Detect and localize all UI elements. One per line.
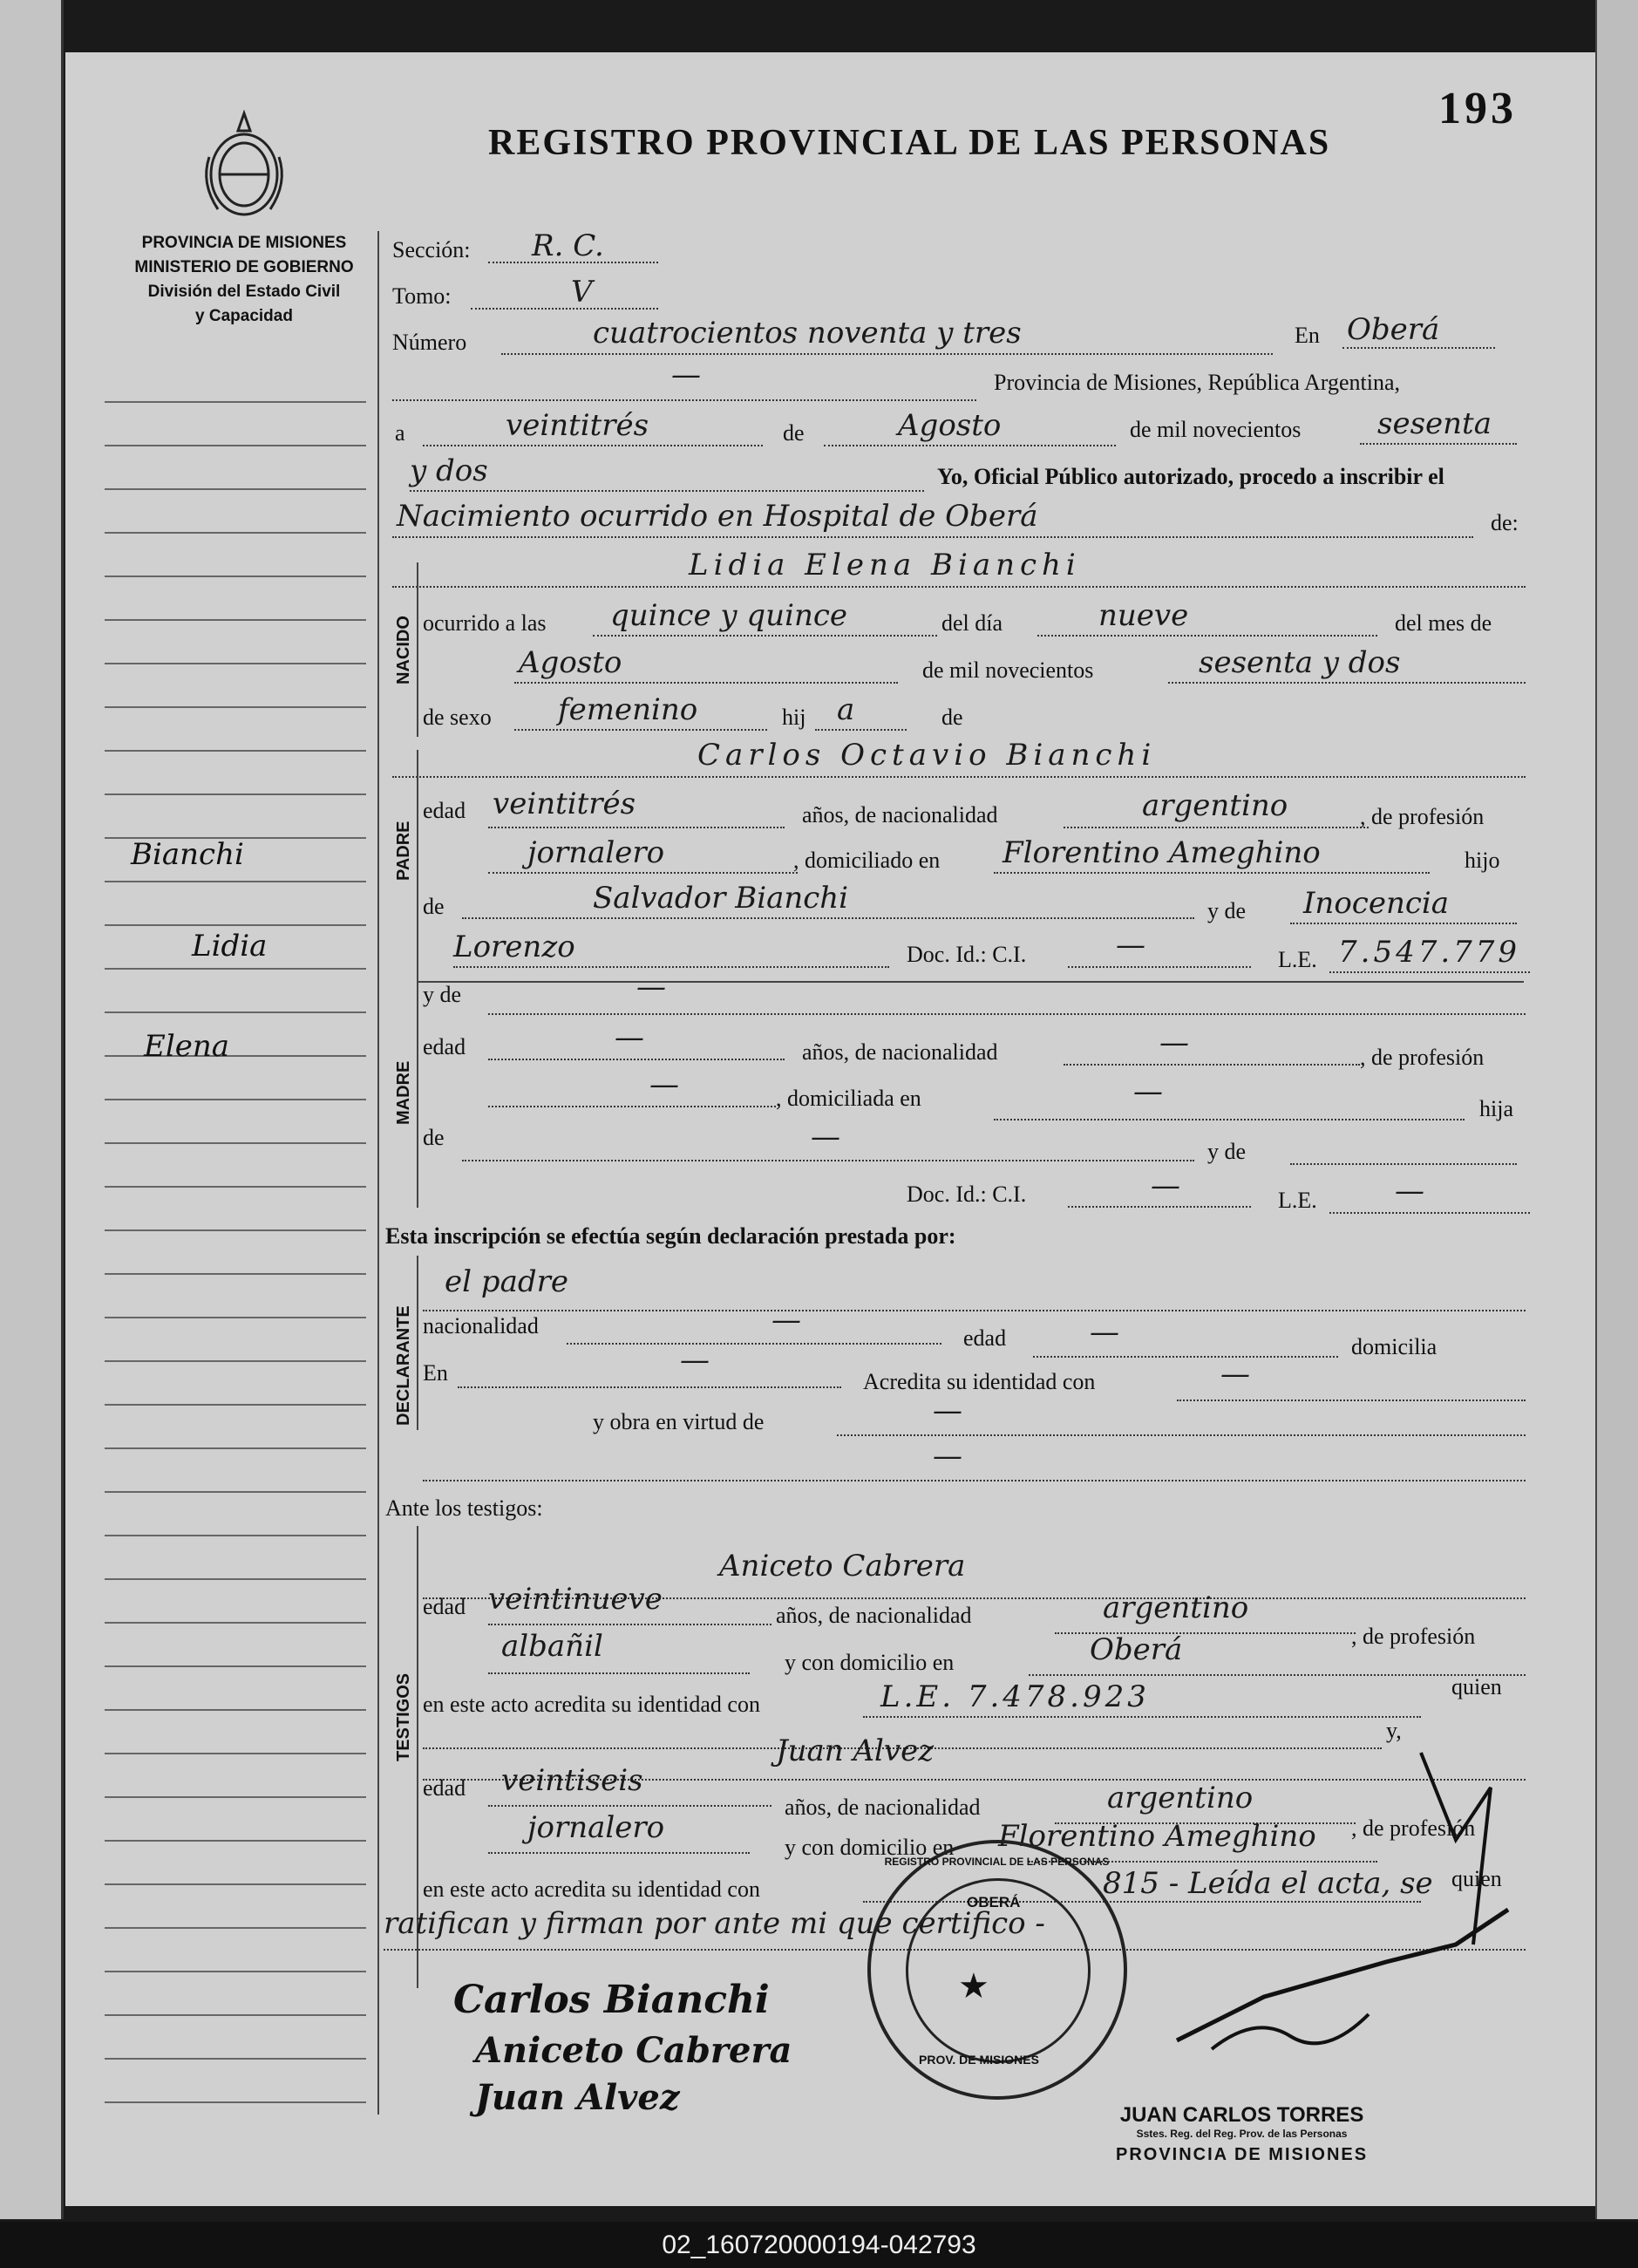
registry-seal: [867, 1840, 1127, 2100]
label-de-padres: de: [941, 705, 963, 730]
margin-rule: [105, 1317, 366, 1318]
label-seccion: Sección:: [392, 237, 471, 262]
value-ci-madre: —: [1151, 1168, 1180, 1203]
line-edad-padre: [488, 827, 785, 828]
value-ci-padre: —: [1116, 928, 1145, 963]
margin-rule: [105, 401, 366, 403]
header-capacity: y Capacidad: [195, 307, 293, 325]
value-nac-madre: —: [1159, 1025, 1189, 1060]
margin-rule: [105, 1535, 366, 1536]
label-prof-padre: , de profesión: [1360, 804, 1485, 829]
official-signature-scrawl-icon: [1159, 1735, 1526, 2067]
margin-rule: [105, 532, 366, 534]
value-tomo: V: [571, 275, 593, 310]
line-anio-nac: [1168, 682, 1526, 684]
side-label-declarante: DECLARANTE: [394, 1305, 413, 1426]
value-padre: Carlos Octavio Bianchi: [697, 738, 1157, 773]
margin-rule: [105, 1491, 366, 1493]
image-id-footer: 02_160720000194-042793: [0, 2222, 1638, 2268]
label-doc-madre: Doc. Id.: C.I.: [907, 1182, 1027, 1207]
margin-rule: [105, 445, 366, 446]
line-acto: [392, 536, 1473, 538]
line-obra: [837, 1434, 1526, 1436]
label-t2-edad: edad: [423, 1775, 466, 1801]
value-ratifican: ratifican y firman por ante mi que certifico -: [384, 1906, 1045, 1941]
value-obra2: —: [933, 1439, 962, 1474]
margin-rule: [105, 750, 366, 752]
label-domiciliada: , domiciliada en: [776, 1086, 921, 1111]
line-mes-nac: [514, 682, 898, 684]
margin-rule: [105, 1099, 366, 1100]
line-t1-doc: [863, 1716, 1421, 1718]
margin-rule: [105, 1186, 366, 1188]
label-hij: hij: [782, 705, 806, 730]
margin-rule: [105, 1578, 366, 1580]
label-t1-acredita: en este acto acredita su identidad con: [423, 1692, 760, 1717]
value-mes: Agosto: [898, 408, 1002, 443]
side-label-padre: PADRE: [394, 821, 413, 881]
ministry-header: [105, 231, 384, 329]
label-t1-quien: quien: [1451, 1674, 1502, 1699]
margin-rule: [105, 1883, 366, 1885]
label-acredita: Acredita su identidad con: [863, 1369, 1096, 1394]
label-numero: Número: [392, 330, 467, 355]
value-obra: —: [933, 1393, 962, 1428]
margin-rule: [105, 488, 366, 490]
value-testigo1: Aniceto Cabrera: [719, 1549, 966, 1584]
line-dia-nac: [1037, 635, 1377, 637]
line-ci-madre: [1068, 1206, 1251, 1208]
value-madre-dash: —: [636, 970, 666, 1005]
value-abuela2: Lorenzo: [453, 930, 575, 964]
margin-rule: [105, 924, 366, 926]
value-le-madre: —: [1395, 1174, 1424, 1209]
label-hija: hija: [1479, 1096, 1513, 1121]
line-abuelo: [462, 917, 1194, 919]
margin-rule: [105, 1971, 366, 1972]
value-dec-en: —: [680, 1343, 710, 1378]
side-label-nacido: NACIDO: [394, 616, 413, 684]
margin-rule: [105, 1142, 366, 1144]
line-ci-padre: [1068, 966, 1251, 968]
value-edad-madre: —: [615, 1020, 644, 1055]
official-block: [1116, 2103, 1368, 2165]
line-declarante: [423, 1310, 1526, 1311]
margin-rule: [105, 1404, 366, 1406]
label-t2-quien: quien: [1451, 1866, 1502, 1891]
line-abuelos-madre: [462, 1160, 1194, 1161]
block-rule-madre: [417, 981, 418, 1208]
value-seccion: R. C.: [532, 228, 604, 263]
value-t2-dom: Florentino Ameghino: [998, 1819, 1316, 1854]
label-hijo: hijo: [1465, 848, 1500, 873]
label-t1-dom: y con domicilio en: [785, 1650, 955, 1675]
value-le-padre: 7.547.779: [1338, 935, 1521, 970]
label-t2-dom: y con domicilio en: [785, 1835, 955, 1860]
line-locality: [392, 399, 976, 401]
label-t1-edad: edad: [423, 1594, 466, 1619]
label-del-mes: del mes de: [1395, 610, 1492, 636]
value-prof-padre: jornalero: [527, 835, 665, 870]
value-t1-edad: veintinueve: [488, 1582, 663, 1617]
margin-second-name: Elena: [144, 1029, 229, 1064]
label-de-madre: de: [423, 1125, 445, 1150]
margin-rule: [105, 1927, 366, 1929]
line-obra2: [423, 1480, 1526, 1481]
value-acredita: —: [1220, 1357, 1250, 1392]
label-ante-testigos: Ante los testigos:: [385, 1495, 543, 1521]
value-hora: quince y quince: [610, 598, 848, 633]
line-madre: [488, 1013, 1526, 1015]
block-rule-padre: [417, 750, 418, 981]
label-y-de-madre: y de: [423, 982, 462, 1007]
label-sexo: de sexo: [423, 705, 492, 730]
value-anio1: sesenta: [1377, 406, 1492, 441]
margin-surname: Bianchi: [131, 837, 244, 872]
label-domicilia: domicilia: [1351, 1334, 1437, 1359]
label-nac-madre: años, de nacionalidad: [802, 1039, 998, 1065]
line-dom-padre: [994, 872, 1430, 874]
value-t2-edad: veintiseis: [501, 1763, 643, 1798]
label-y-de: y de: [1207, 898, 1247, 923]
line-edad-madre: [488, 1059, 785, 1060]
label-t2-acredita: en este acto acredita su identidad con: [423, 1876, 760, 1902]
signature-witness1: Aniceto Cabrera: [475, 2030, 792, 2071]
label-a: a: [395, 420, 405, 446]
signature-father: Carlos Bianchi: [453, 1978, 770, 2022]
line-mes: [824, 445, 1116, 446]
value-t1-prof: albañil: [501, 1629, 603, 1664]
margin-rule: [105, 576, 366, 577]
label-y-de-madre2: y de: [1207, 1139, 1247, 1164]
label-de-mil: de mil novecientos: [1130, 417, 1302, 442]
margin-rule: [105, 1011, 366, 1013]
label-t2-nac: años, de nacionalidad: [785, 1795, 981, 1820]
value-numero: cuatrocientos noventa y tres: [593, 316, 1022, 351]
line-numero: [501, 353, 1273, 355]
margin-rule: [105, 1665, 366, 1667]
margin-rule: [105, 1709, 366, 1711]
line-t2-edad: [488, 1805, 771, 1807]
line-t1-prof: [488, 1672, 750, 1674]
margin-first-name: Lidia: [192, 929, 268, 964]
label-t2-prof: , de profesión: [1351, 1815, 1476, 1841]
value-dia: veintitrés: [506, 408, 649, 443]
line-en: [1342, 347, 1495, 349]
label-de: de: [783, 420, 805, 446]
line-abuela2: [453, 966, 889, 968]
margin-rule: [105, 1273, 366, 1275]
label-doc-padre: Doc. Id.: C.I.: [907, 942, 1027, 967]
value-abuelo: Salvador Bianchi: [593, 881, 849, 916]
label-obra: y obra en virtud de: [593, 1409, 765, 1434]
value-anio2: y dos: [410, 453, 488, 488]
value-testigo2: Juan Alvez: [776, 1733, 935, 1768]
label-dec-edad: edad: [963, 1325, 1007, 1351]
line-padre: [392, 776, 1526, 778]
label-del-dia: del día: [941, 610, 1003, 636]
label-edad-padre: edad: [423, 798, 466, 823]
page-number: 193: [1438, 84, 1517, 133]
line-acredita: [1177, 1400, 1526, 1401]
label-dec-en: En: [423, 1360, 448, 1386]
value-dom-madre: —: [1133, 1074, 1163, 1109]
value-dec-edad: —: [1090, 1315, 1119, 1350]
block-rule-madre-top: [417, 981, 1524, 983]
value-dom-padre: Florentino Ameghino: [1003, 835, 1321, 870]
line-prof-padre: [488, 872, 798, 874]
label-en: En: [1295, 323, 1320, 348]
label-provincia: Provincia de Misiones, República Argentina,: [994, 370, 1400, 395]
line-le-madre: [1329, 1212, 1530, 1214]
value-abuelos-madre: —: [811, 1120, 840, 1154]
label-prof-madre: , de profesión: [1360, 1045, 1485, 1070]
margin-rule: [105, 1229, 366, 1231]
label-le-padre: L.E.: [1278, 947, 1317, 972]
value-en: Oberá: [1347, 312, 1440, 347]
value-locality-dash: —: [671, 358, 701, 392]
label-de-abuelo: de: [423, 894, 445, 919]
document-title: REGISTRO PROVINCIAL DE LAS PERSONAS: [488, 123, 1331, 163]
label-y-comma: y,: [1386, 1718, 1402, 1743]
value-t1-nac: argentino: [1103, 1590, 1249, 1625]
margin-rule: [105, 793, 366, 795]
value-sexo: femenino: [558, 692, 698, 727]
label-nacionalidad: nacionalidad: [423, 1313, 539, 1338]
line-t2-prof: [488, 1852, 750, 1854]
line-sexo: [514, 729, 767, 731]
line-tomo: [471, 308, 658, 310]
signature-witness2: Juan Alvez: [475, 2077, 680, 2118]
line-dec-edad: [1033, 1356, 1338, 1358]
value-dia-nac: nueve: [1098, 598, 1189, 633]
value-declarante: el padre: [445, 1264, 568, 1299]
value-dec-nac: —: [771, 1303, 801, 1338]
value-abuela1: Inocencia: [1303, 886, 1450, 921]
margin-rule: [105, 663, 366, 664]
value-acto: Nacimiento ocurrido en Hospital de Oberá: [397, 499, 1038, 534]
header-division: División del Estado Civil: [147, 283, 341, 301]
label-de-colon: de:: [1491, 510, 1519, 535]
coat-of-arms-icon: [196, 105, 292, 227]
label-t1-nac: años, de nacionalidad: [776, 1603, 972, 1628]
value-edad-padre: veintitrés: [493, 787, 636, 821]
value-t1-doc: L.E. 7.478.923: [880, 1679, 1150, 1714]
side-label-madre: MADRE: [394, 1060, 413, 1125]
seal-top-text: OBERÁ: [967, 1894, 1021, 1910]
seal-star-icon: ★: [958, 1966, 989, 2006]
line-prof-madre: [488, 1106, 776, 1107]
line-anio2: [410, 490, 924, 492]
label-edad-madre: edad: [423, 1034, 466, 1059]
label-tomo: Tomo:: [392, 283, 452, 309]
official-role: Sstes. Reg. del Reg. Prov. de las Personas: [1136, 2128, 1348, 2140]
value-t2-doc: 815 - Leída el acta, se: [1103, 1866, 1433, 1901]
margin-rule: [105, 1796, 366, 1798]
header-ministry: MINISTERIO DE GOBIERNO: [134, 258, 354, 276]
value-hij: a: [837, 692, 855, 727]
line-abuela-madre: [1290, 1163, 1517, 1165]
line-dom-madre: [994, 1119, 1465, 1120]
value-mes-nac: Agosto: [519, 645, 622, 680]
value-nac-padre: argentino: [1142, 788, 1288, 823]
line-dec-nac: [567, 1343, 941, 1345]
header-province: PROVINCIA DE MISIONES: [141, 234, 347, 252]
side-label-testigos: TESTIGOS: [394, 1672, 413, 1761]
margin-rule: [105, 1360, 366, 1362]
line-nombre: [392, 586, 1526, 588]
line-nac-padre: [1064, 827, 1369, 828]
value-prof-madre: —: [649, 1067, 679, 1102]
previous-page-edge: [0, 0, 64, 2219]
block-rule-declarante: [417, 1256, 418, 1430]
label-nac-padre: años, de nacionalidad: [802, 802, 998, 828]
margin-rule: [105, 2014, 366, 2016]
label-esta-inscripcion: Esta inscripción se efectúa según declaración prestada por:: [385, 1223, 956, 1249]
line-hora: [593, 635, 937, 637]
value-t2-prof: jornalero: [527, 1810, 665, 1845]
margin-rule: [105, 881, 366, 882]
margin-rule: [105, 2058, 366, 2060]
margin-rule: [105, 968, 366, 970]
line-abuela: [1290, 923, 1517, 924]
official-province: PROVINCIA DE MISIONES: [1116, 2145, 1369, 2164]
value-t1-dom: Oberá: [1090, 1632, 1183, 1667]
block-rule-nacido: [417, 562, 418, 737]
line-hij: [815, 729, 907, 731]
margin-rule: [105, 2101, 366, 2103]
margin-divider: [377, 231, 379, 2115]
value-anio-nac: sesenta y dos: [1199, 645, 1401, 680]
line-dec-en: [458, 1386, 841, 1388]
label-de-mil2: de mil novecientos: [922, 657, 1094, 683]
margin-rule: [105, 619, 366, 621]
page-stack-edge: [1595, 0, 1638, 2219]
value-t2-nac: argentino: [1107, 1781, 1254, 1815]
margin-rule: [105, 1622, 366, 1624]
label-ocurrido: ocurrido a las: [423, 610, 547, 636]
seal-bottom-text: PROV. DE MISIONES: [919, 2053, 1039, 2067]
margin-rule: [105, 1753, 366, 1754]
seal-ring-text: REGISTRO PROVINCIAL DE LAS PERSONAS: [884, 1856, 1110, 1868]
line-t1-edad: [488, 1624, 771, 1625]
label-le-madre: L.E.: [1278, 1188, 1317, 1213]
line-le-padre: [1329, 971, 1530, 973]
official-name: JUAN CARLOS TORRES: [1119, 2103, 1364, 2127]
label-t1-prof: , de profesión: [1351, 1624, 1476, 1649]
margin-rule: [105, 706, 366, 708]
value-nombre: Lidia Elena Bianchi: [689, 548, 1081, 582]
margin-rule: [105, 1840, 366, 1842]
line-nac-madre: [1064, 1064, 1360, 1066]
label-oficial: Yo, Oficial Público autorizado, procedo a inscribir el: [937, 464, 1444, 489]
line-dia: [423, 445, 763, 446]
label-domiciliado: , domiciliado en: [793, 848, 941, 873]
margin-rule: [105, 1447, 366, 1449]
line-anio: [1360, 443, 1517, 445]
